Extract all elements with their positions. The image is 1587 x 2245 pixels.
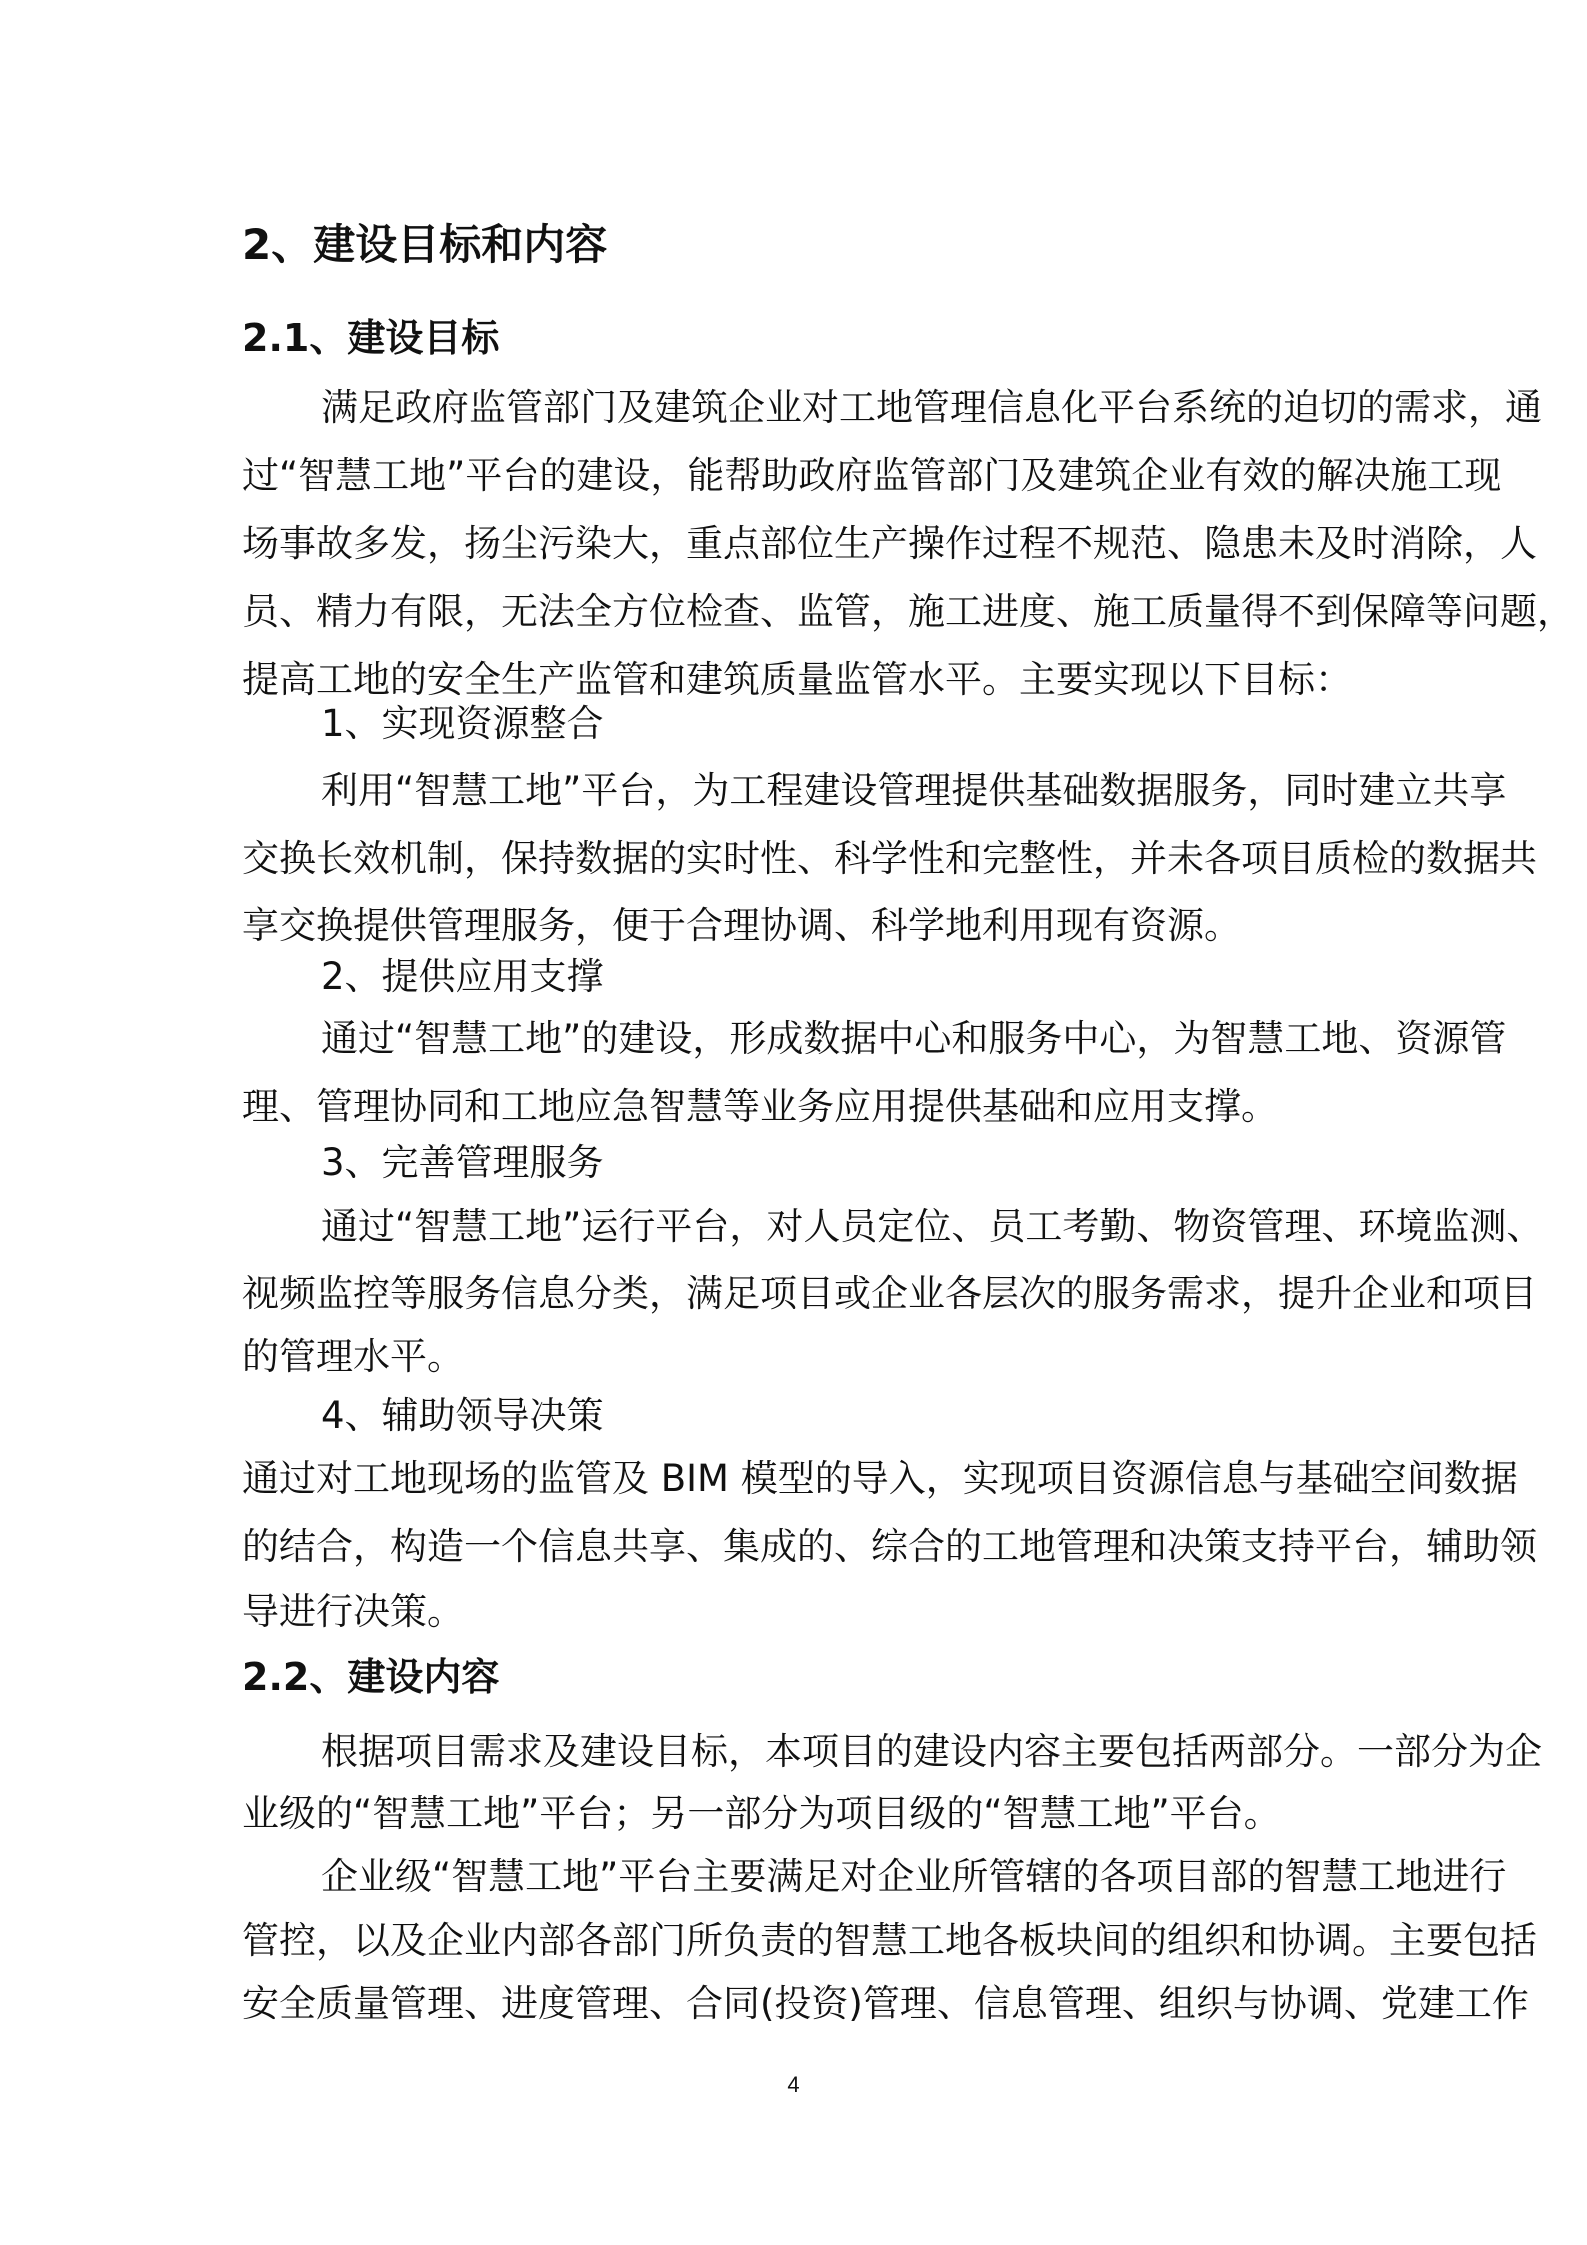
paragraph-line: 安全质量管理、进度管理、合同(投资)管理、信息管理、组织与协调、党建工作 bbox=[242, 1982, 1529, 2025]
paragraph-line: 过“智慧工地”平台的建设，能帮助政府监管部门及建筑企业有效的解决施工现 bbox=[242, 454, 1502, 497]
section-heading-goals: 2.1、建设目标 bbox=[242, 316, 500, 360]
goal-title: 4、辅助领导决策 bbox=[321, 1394, 604, 1437]
goal-title: 3、完善管理服务 bbox=[321, 1141, 604, 1184]
paragraph-line: 满足政府监管部门及建筑企业对工地管理信息化平台系统的迫切的需求，通 bbox=[321, 386, 1542, 429]
paragraph-line: 通过“智慧工地”运行平台，对人员定位、员工考勤、物资管理、环境监测、 bbox=[321, 1205, 1544, 1248]
paragraph-line: 根据项目需求及建设目标，本项目的建设内容主要包括两部分。一部分为企 bbox=[321, 1730, 1542, 1773]
paragraph-line: 的结合，构造一个信息共享、集成的、综合的工地管理和决策支持平台，辅助领 bbox=[242, 1525, 1537, 1568]
paragraph-line: 员、精力有限，无法全方位检查、监管，施工进度、施工质量得不到保障等问题， bbox=[242, 590, 1574, 633]
paragraph-line: 导进行决策。 bbox=[242, 1590, 464, 1633]
paragraph-line: 管控，以及企业内部各部门所负责的智慧工地各板块间的组织和协调。主要包括 bbox=[242, 1919, 1537, 1962]
section-heading-content: 2.2、建设内容 bbox=[242, 1655, 500, 1699]
paragraph-line: 通过对工地现场的监管及 BIM 模型的导入，实现项目资源信息与基础空间数据 bbox=[242, 1457, 1518, 1500]
paragraph-line: 企业级“智慧工地”平台主要满足对企业所管辖的各项目部的智慧工地进行 bbox=[321, 1855, 1507, 1898]
goal-title: 2、提供应用支撑 bbox=[321, 955, 604, 998]
paragraph-line: 利用“智慧工地”平台，为工程建设管理提供基础数据服务，同时建立共享 bbox=[321, 769, 1507, 812]
paragraph-line: 视频监控等服务信息分类，满足项目或企业各层次的服务需求，提升企业和项目 bbox=[242, 1272, 1537, 1315]
paragraph-line: 理、管理协同和工地应急智慧等业务应用提供基础和应用支撑。 bbox=[242, 1085, 1278, 1128]
page-number: 4 bbox=[787, 2072, 800, 2097]
paragraph-line: 交换长效机制，保持数据的实时性、科学性和完整性，并未各项目质检的数据共 bbox=[242, 837, 1537, 880]
chapter-heading: 2、建设目标和内容 bbox=[242, 220, 608, 269]
paragraph-line: 场事故多发，扬尘污染大，重点部位生产操作过程不规范、隐患未及时消除，人 bbox=[242, 522, 1537, 565]
paragraph-line: 享交换提供管理服务，便于合理协调、科学地利用现有资源。 bbox=[242, 904, 1241, 947]
paragraph-line: 业级的“智慧工地”平台；另一部分为项目级的“智慧工地”平台。 bbox=[242, 1792, 1281, 1835]
paragraph-line: 提高工地的安全生产监管和建筑质量监管水平。主要实现以下目标： bbox=[242, 658, 1352, 701]
paragraph-line: 的管理水平。 bbox=[242, 1335, 464, 1378]
goal-title: 1、实现资源整合 bbox=[321, 702, 604, 745]
paragraph-line: 通过“智慧工地”的建设，形成数据中心和服务中心，为智慧工地、资源管 bbox=[321, 1017, 1507, 1060]
